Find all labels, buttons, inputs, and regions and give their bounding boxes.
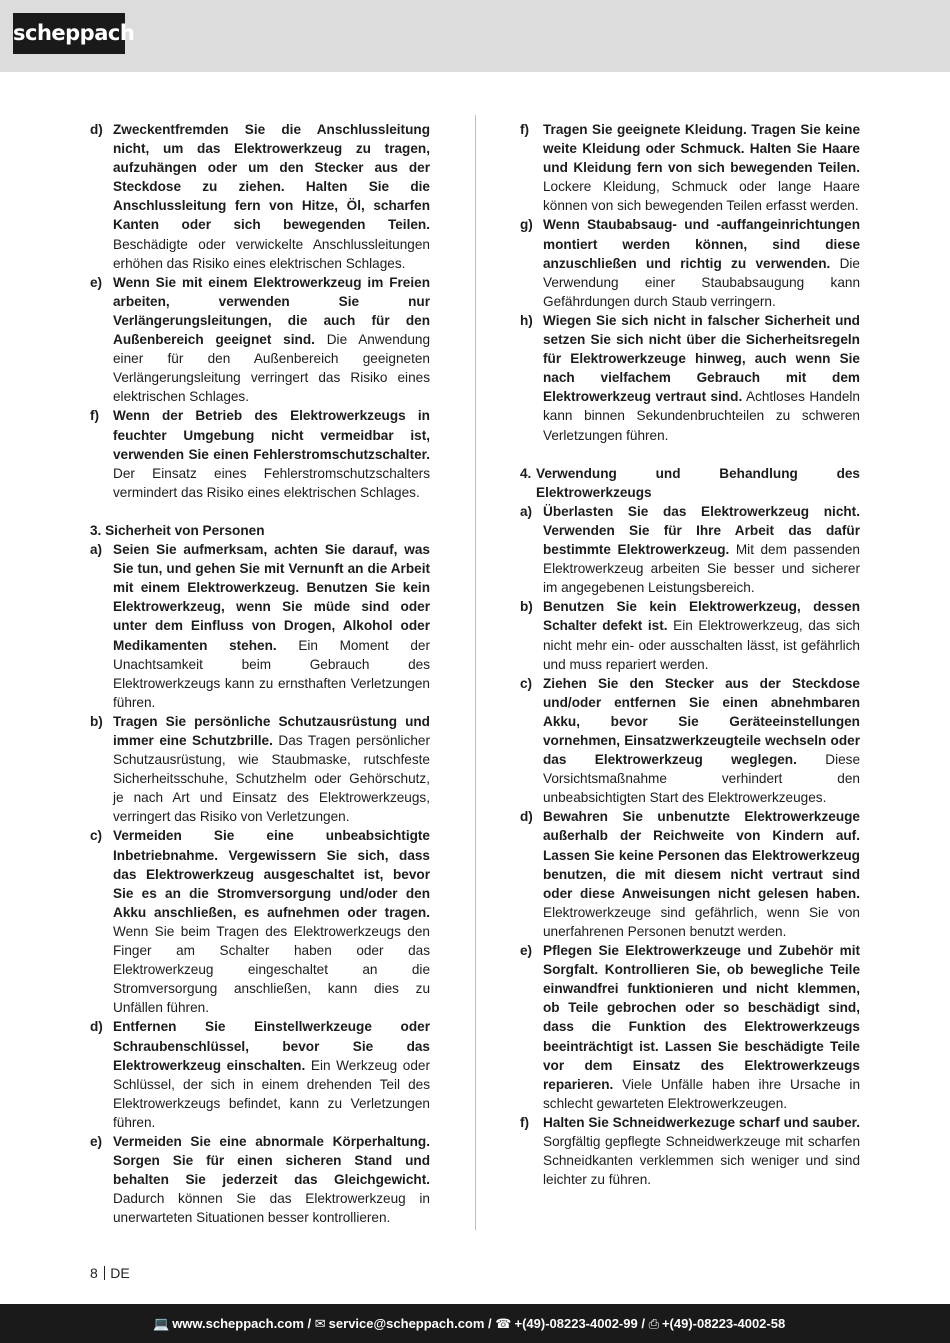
item-text: Ein Moment der Unachtsamkeit beim Gebrauch des Elektrowerkzeugs kann zu ernsthaften Verletzungen führen.	[113, 637, 431, 710]
list-item	[90, 826, 430, 1017]
fax-icon: ⎙	[648, 1316, 659, 1331]
item-text: Ein Werkzeug oder Schlüssel, der sich in einem drehenden Teil des Elektrowerkzeugs befindet, kann zu Verletzungen führen.	[113, 1057, 430, 1130]
item-text: Elektrowerkzeuge sind gefährlich, wenn Sie von unerfahrenen Personen benutzt werden.	[543, 904, 860, 939]
item-bold-text: Tragen Sie geeignete Kleidung. Tragen Sie keine weite Kleidung oder Schmuck. Halten Sie Haare und Kleidung fern von sich bewegenden Teilen.	[543, 122, 860, 176]
list-item	[520, 311, 860, 445]
list-item	[520, 674, 860, 808]
contact-line	[153, 1304, 785, 1343]
item-bold-text: Entfernen Sie Einstellwerkzeuge oder Schraubenschlüssel, bevor Sie das Elektrowerkzeug einschalten.	[113, 1019, 430, 1073]
item-text: Diese Vorsichtsmaßnahme verhindert den unbeabsichtigten Start des Elektrowerkzeuges.	[543, 752, 860, 806]
item-bold-text: Seien Sie aufmerksam, achten Sie darauf, was Sie tun, und gehen Sie mit Vernunft an die Arbeit mit einem Elektrowerkzeug. Benutzen Sie kein Elektrowerkzeug, wenn Sie müde sind oder unter dem Einfluss von Drogen, Alkohol oder Medikamenten stehen.	[113, 542, 430, 653]
item-bold-text: Wenn Staubabsaug- und -auffangeinrichtungen montiert werden können, sind diese anzuschließen und richtig zu verwenden.	[543, 217, 860, 271]
item-letter: b)	[520, 599, 533, 615]
section-title: Verwendung und Behandlung des Elektrowerkzeugs	[536, 465, 860, 500]
item-text: Die Anwendung einer für den Außenbereich geeigneten Verlängerungsleitung verringert das Risiko eines elektrischen Schlages.	[113, 332, 430, 405]
list-item	[520, 597, 860, 673]
page-number-value: 8	[90, 1265, 98, 1281]
item-text: Viele Unfälle haben ihre Ursache in schlecht gewarteten Elektrowerkzeugen.	[543, 1076, 860, 1111]
item-letter: h)	[520, 312, 533, 328]
item-text: Beschädigte oder verwickelte Anschlussleitungen erhöhen das Risiko eines elektrischen Schlages.	[113, 236, 430, 271]
item-bold-text: Ziehen Sie den Stecker aus der Steckdose und/oder entfernen Sie einen abnehmbaren Akku, bevor Sie Geräteeinstellungen vornehmen, Einsatzwerkzeugteile wechseln oder das Elektrowerkzeug weglegen.	[543, 675, 860, 768]
list-item	[520, 807, 860, 941]
email-link[interactable]: service@scheppach.com /	[328, 1316, 492, 1331]
list-item	[520, 120, 860, 215]
item-bold-text: Halten Sie Schneidwerkezuge scharf und sauber.	[543, 1114, 860, 1130]
item-letter: f)	[520, 122, 530, 137]
mail-icon: ✉	[314, 1316, 326, 1331]
item-letter: a)	[520, 503, 533, 519]
list-item	[90, 1132, 430, 1227]
item-letter: d)	[90, 122, 103, 137]
list-item	[520, 215, 860, 310]
item-letter: c)	[520, 675, 533, 691]
list-item	[520, 502, 860, 597]
right-column	[520, 120, 860, 1189]
computer-icon: 💻	[153, 1316, 170, 1331]
item-letter: f)	[520, 1114, 530, 1130]
item-bold-text: Pflegen Sie Elektrowerkzeuge und Zubehör mit Sorgfalt. Kontrollieren Sie, ob bewegliche Teile einwandfrei funktionieren und nicht klemmen, ob Teile gebrochen oder so beschädigt sind, dass die Funktion des Elektrowerkzeugs beeinträchtigt ist. Lassen Sie beschädigte Teile vor dem Einsatz des Elektrowerkzeugs reparieren.	[543, 943, 860, 1092]
section-heading	[520, 464, 860, 502]
left-column	[90, 120, 430, 1227]
item-bold-text: Tragen Sie persönliche Schutzausrüstung und immer eine Schutzbrille.	[113, 713, 430, 748]
item-text: Dadurch können Sie das Elektrowerkzeug in unerwarteten Situationen besser kontrollieren.	[113, 1191, 430, 1226]
list-item	[90, 1017, 430, 1132]
item-bold-text: Wenn Sie mit einem Elektrowerkzeug im Freien arbeiten, verwenden Sie nur Verlängerungsleitungen, die auch für den Außenbereich geeignet sind.	[113, 274, 430, 348]
item-letter: e)	[90, 274, 103, 290]
page-number-divider	[104, 1266, 106, 1280]
item-text: Lockere Kleidung, Schmuck oder lange Haare können von sich bewegenden Teilen erfasst werden.	[543, 179, 860, 214]
item-bold-text: Zweckentfremden Sie die Anschlussleitung nicht, um das Elektrowerkzeug zu tragen, aufzuhängen oder um den Stecker aus der Steckdose zu ziehen. Halten Sie die Anschlussleitung fern von Hitze, Öl, scharfen Kanten oder sich bewegenden Teilen.	[113, 122, 430, 233]
item-bold-text: Vermeiden Sie eine unbeabsichtigte Inbetriebnahme. Vergewissern Sie sich, dass das Elektrowerkzeug ausgeschaltet ist, bevor Sie es an die Stromversorgung und/oder den Akku anschließen, es aufnehmen oder tragen.	[113, 828, 430, 920]
brand-logo	[13, 13, 135, 54]
item-text: Die Verwendung einer Staubabsaugung kann Gefährdungen durch Staub verringern.	[543, 255, 860, 309]
list-item	[90, 540, 430, 712]
item-bold-text: Wenn der Betrieb des Elektrowerkzeugs in feuchter Umgebung nicht vermeidbar ist, verwenden Sie einen Fehlerstromschutzschalter.	[113, 408, 430, 462]
phone-number: +(49)-08223-4002-99 /	[514, 1316, 645, 1331]
item-letter: d)	[520, 809, 533, 825]
brand-logo-text: scheppach	[13, 21, 135, 45]
item-text: Wenn Sie beim Tragen des Elektrowerkzeugs den Finger am Schalter haben oder das Elektrowerkzeug eingeschaltet an die Stromversorgung anschließen, kann dies zu Unfällen führen.	[113, 923, 430, 1016]
item-bold-text: Bewahren Sie unbenutzte Elektrowerkzeuge außerhalb der Reichweite von Kindern auf. Lassen Sie keine Personen das Elektrowerkzeug benutzen, die mit diesem nicht vertraut sind oder diese Anweisungen nicht gelesen haben.	[543, 809, 860, 901]
item-text: Mit dem passenden Elektrowerkzeug arbeiten Sie besser und sicherer im angegebenen Leistungsbereich.	[543, 542, 860, 596]
item-letter: d)	[90, 1019, 103, 1035]
item-text: Achtloses Handeln kann binnen Sekundenbruchteilen zu schweren Verletzungen führen.	[543, 389, 860, 443]
column-divider	[475, 115, 476, 1230]
item-bold-text: Vermeiden Sie eine abnormale Körperhaltung. Sorgen Sie für einen sicheren Stand und behalten Sie jederzeit das Gleichgewicht.	[113, 1133, 430, 1188]
item-text: Der Einsatz eines Fehlerstromschutzschalters vermindert das Risiko eines elektrischen Schlages.	[113, 465, 430, 500]
list-item	[90, 406, 430, 501]
item-letter: e)	[520, 943, 533, 959]
section-number: 4.	[520, 465, 532, 481]
page-footer	[0, 1304, 950, 1343]
item-bold-text: Benutzen Sie kein Elektrowerkzeug, dessen Schalter defekt ist.	[543, 599, 860, 634]
fax-number: +(49)-08223-4002-58	[661, 1316, 786, 1331]
item-bold-text: Wiegen Sie sich nicht in falscher Sicherheit und setzen Sie sich nicht über die Sicherheitsregeln für Elektrowerkzeuge hinweg, auch wenn Sie nach vielfachem Gebrauch mit dem Elektrowerkzeug vertraut sind.	[543, 312, 860, 405]
item-text: Das Tragen persönlicher Schutzausrüstung, wie Staubmaske, rutschfeste Sicherheitsschuhe, Schutzhelm oder Gehörschutz, je nach Art und Einsatz des Elektrowerkzeugs, verringert das Risiko von Verletzungen.	[113, 733, 430, 825]
page-header	[0, 0, 950, 72]
page-language: DE	[110, 1265, 130, 1281]
item-letter: b)	[90, 713, 103, 729]
section-heading: 3. Sicherheit von Personen	[90, 522, 265, 538]
item-bold-text: Überlasten Sie das Elektrowerkzeug nicht. Verwenden Sie für Ihre Arbeit das dafür bestimmte Elektrowerkzeug.	[543, 503, 860, 558]
item-text: Ein Elektrowerkzeug, das sich nicht mehr ein- oder ausschalten lässt, ist gefährlich und muss repariert werden.	[543, 618, 860, 672]
item-letter: e)	[90, 1133, 103, 1149]
list-item	[520, 941, 860, 1113]
list-item	[520, 1113, 860, 1189]
item-text: Sorgfältig gepflegte Schneidwerkzeuge mit scharfen Schneidkanten verklemmen sich weniger und sind leichter zu führen.	[543, 1133, 860, 1188]
item-letter: c)	[90, 828, 103, 844]
phone-icon: ☎	[495, 1316, 512, 1331]
item-letter: g)	[520, 217, 533, 233]
item-letter: f)	[90, 408, 100, 424]
item-letter: a)	[90, 542, 103, 558]
list-item	[90, 273, 430, 407]
page-number	[90, 1265, 130, 1281]
website-link[interactable]: www.scheppach.com /	[172, 1316, 312, 1331]
list-item	[90, 120, 430, 273]
list-item	[90, 712, 430, 827]
